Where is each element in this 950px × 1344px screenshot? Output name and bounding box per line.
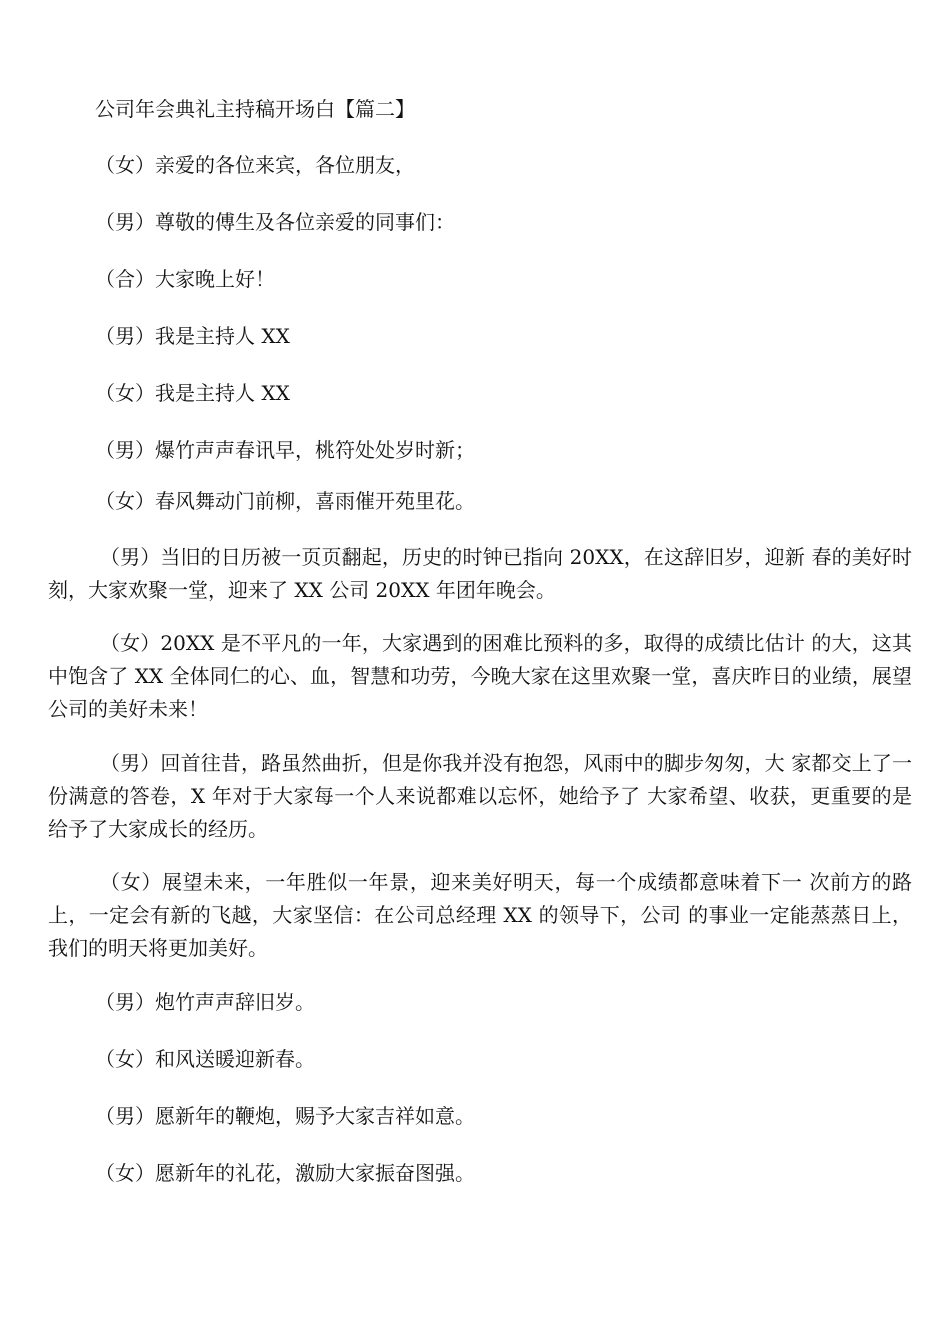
dialogue-line: （男）炮竹声声辞旧岁。 [95,990,315,1014]
dialogue-line: （合）大家晚上好！ [95,267,275,291]
dialogue-paragraph: （男）当旧的日历被一页页翻起，历史的时钟已指向 20XX，在这辞旧岁，迎新 春的美好时刻，大家欢聚一堂，迎来了 XX 公司 20XX 年团年晚会。 [48,545,912,602]
dialogue-line: （男）爆竹声声春讯早，桃符处处岁时新； [95,438,475,462]
dialogue-paragraph: （男）回首往昔，路虽然曲折，但是你我并没有抱怨，风雨中的脚步匆匆，大 家都交上了一份满意的答卷，X 年对于大家每一个人来说都难以忘怀，她给予了 大家希望、收获，更重要的是给予了大家成长的经历。 [48,751,912,841]
document-title: 公司年会典礼主持稿开场白【篇二】 [95,97,415,121]
dialogue-paragraph: （女）20XX 是不平凡的一年，大家遇到的困难比预料的多，取得的成绩比估计 的大，这其中饱含了 XX 全体同仁的心、血，智慧和功劳，今晚大家在这里欢聚一堂，喜庆昨日的业绩，展望公司的美好未来！ [48,631,912,721]
dialogue-paragraph: （女）展望未来，一年胜似一年景，迎来美好明天，每一个成绩都意味着下一 次前方的路上，一定会有新的飞越，大家坚信：在公司总经理 XX 的领导下，公司 的事业一定能蒸蒸日上，我们的明天将更加美好。 [48,870,912,960]
dialogue-line: （女）春风舞动门前柳，喜雨催开苑里花。 [95,489,475,513]
dialogue-line: （女）亲爱的各位来宾，各位朋友， [95,153,415,177]
dialogue-line: （男）愿新年的鞭炮，赐予大家吉祥如意。 [95,1104,475,1128]
dialogue-line: （女）和风送暖迎新春。 [95,1047,315,1071]
dialogue-line: （男）尊敬的傅生及各位亲爱的同事们： [95,210,455,234]
dialogue-line: （男）我是主持人 XX [95,324,290,348]
dialogue-line: （女）我是主持人 XX [95,381,290,405]
dialogue-line: （女）愿新年的礼花，激励大家振奋图强。 [95,1161,475,1185]
